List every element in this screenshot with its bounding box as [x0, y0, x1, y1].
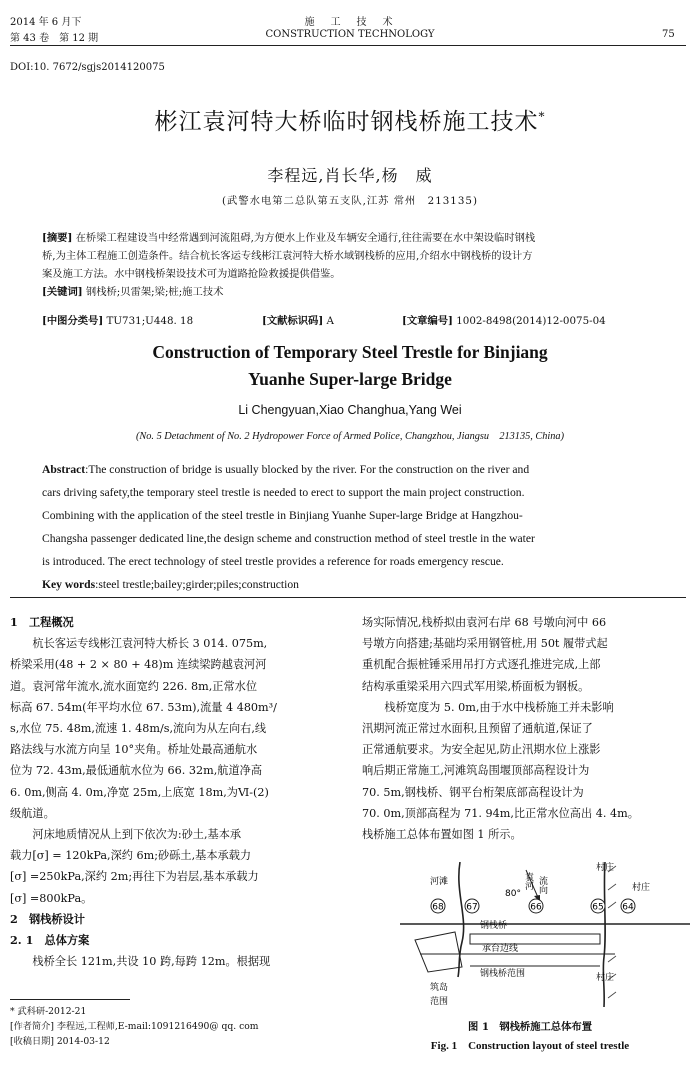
article-number: [文章编号] 1002-8498(2014)12-0075-04: [402, 315, 606, 327]
pier-65: [591, 899, 605, 913]
svg-text:66: 66: [530, 902, 542, 913]
island-outline: [415, 932, 462, 972]
abstract-en: Abstract:The construction of bridge is usually blocked by the river. For the construction on the river and cars driving safety,the temporary steel trestle is needed to erect to support the main project construction. Combining with the application of the steel trestle in Binjiang Yuanhe Super-large Bridge at Hangzhou- Changsha passenger dedicated line,the design scheme and construction method of steel trestle in the water is introduced. The erect technology of steel trestle provides a reference for roads emergency rescue. Key words:steel trestle;bailey;girder;piles;construction: [42, 463, 535, 591]
label-yuanhe: 袁河: [523, 872, 533, 890]
right-column: 场实际情况,栈桥拟由袁河右岸 68 号墩向河中 66 号墩方向搭建;基础均采用钢管桩,用 50t 履带式起 重机配合振桩锤采用吊打方式逐孔推进完成,上部 结构承重梁采用六四式军用梁,桥面板为钢板。 栈桥宽度为 5. 0m,由于水中栈桥施工并未影响 汛期河流正常过水面积,且预留了通航道,保证了 正常通航要求。为安全起见,防止汛期水位上涨影 响后期正常施工,河滩筑岛围堰顶部高程设计为 70. 5m,钢栈桥、钢平台桁架底部高程设计为 70. 0m,顶部高程为 71. 94m,比正常水位高出 4. 4m。 栈桥施工总体布置如图 1 所示。: [362, 616, 639, 842]
abstract-cn: [摘要] 在桥梁工程建设当中经常遇到河流阻碍,为方便水上作业及车辆安全通行,往往需要在水中架设临时钢栈 桥,为主体工程施工创造条件。结合杭长客运专线彬江袁河特大桥水域钢栈桥的应用,介绍水中钢栈桥的设计方 案及施工方法。水中钢栈桥架设技术可为道路抢险救援提供借鉴。 [关键词] 钢栈桥;贝雷架;梁;桩;施工技术: [42, 232, 536, 298]
svg-text:68: 68: [432, 902, 444, 913]
clc: [中图分类号] TU731;U448. 18: [42, 315, 194, 327]
title-en-2: Yuanhe Super-large Bridge: [248, 369, 452, 389]
label-island-1: 筑岛: [430, 983, 449, 993]
affiliation-cn: (武警水电第二总队第五支队,江苏 常州 213135): [222, 195, 478, 207]
header-volume: 第 43 卷 第 12 期: [10, 33, 99, 44]
right-bank-line: [603, 862, 605, 1007]
svg-text:65: 65: [592, 902, 604, 913]
doc-code: [文献标识码] A: [262, 315, 334, 327]
pier-67: [465, 899, 479, 913]
label-island-2: 范围: [430, 997, 449, 1007]
pier-68: [431, 899, 445, 913]
doi: DOI:10. 7672/sgjs2014120075: [10, 62, 165, 73]
title-en-1: Construction of Temporary Steel Trestle for Binjiang: [152, 342, 548, 362]
header-date: 2014 年 6 月下: [10, 17, 82, 28]
header-rule: [10, 45, 686, 46]
footnote-rule: [10, 999, 130, 1000]
figure-1-diagram: [400, 862, 690, 1012]
svg-text:67: 67: [466, 902, 478, 913]
label-river-beach: 河滩: [430, 877, 449, 887]
svg-text:64: 64: [622, 902, 634, 913]
label-trestle: 钢栈桥: [480, 921, 508, 931]
journal-cn: 施 工 技 术: [304, 17, 396, 28]
figure-caption-cn: 图 1 钢栈桥施工总体布置: [467, 1021, 592, 1033]
label-trestle-range: 钢栈桥范围: [480, 969, 526, 979]
trestle-band: [470, 934, 600, 944]
label-village-2: 村庄: [632, 883, 651, 893]
left-column: 1 工程概况 杭长客运专线彬江袁河特大桥长 3 014. 075m, 桥梁采用(48 + 2 × 80 + 48)m 连续梁跨越袁河河 道。袁河常年流水,流水面宽约 226. 8m,正常水位 标高 67. 54m(年平均水位 67. 53m),流量 4 480m³/ s,水位 75. 48m,流速 1. 48m/s,流向为从左向右,线 路法线与水流方向呈 10°夹角。桥址处最高通航水 位为 72. 43m,最低通航水位为 66. 32m,航道净高 6. 0m,侧高 4. 0m,净宽 25m,上底宽 18m,为Ⅵ-(2) 级航道。 河床地质情况从上到下依次为:砂土,基本承 载力[σ] = 120kPa,深约 6m;砂砾土,基本承载力 [σ] =250kPa,深约 2m;再往下为岩层,基本承载力 [σ] =800kPa。 2 钢栈桥设计 2. 1 总体方案 栈桥全长 121m,共设 10 跨,每跨 12m。根据现: [10, 615, 277, 969]
section-rule: [10, 597, 686, 598]
footnotes: * 武科研-2012-21 [作者简介] 李程远,工程师,E-mail:1091216490@ qq. com [收稿日期] 2014-03-12: [10, 1006, 259, 1047]
label-village-3: 村庄: [596, 973, 615, 983]
label-flow: 流向: [537, 876, 547, 894]
authors-cn: 李程远,肖长华,杨 威: [267, 166, 433, 185]
authors-en: Li Chengyuan,Xiao Changhua,Yang Wei: [238, 403, 462, 417]
page-number: 75: [662, 29, 675, 40]
journal-en: CONSTRUCTION TECHNOLOGY: [265, 29, 435, 40]
figure-caption-en: Fig. 1 Construction layout of steel trestle: [430, 1040, 630, 1052]
pier-64: [621, 899, 635, 913]
label-angle: 80°: [505, 889, 521, 899]
label-village-1: 村庄: [596, 863, 615, 873]
affiliation-en: (No. 5 Detachment of No. 2 Hydropower Force of Armed Police, Changzhou, Jiangsu 213135, China): [135, 431, 565, 442]
label-platform-edge: 承台边线: [482, 944, 519, 954]
page-title: 彬江袁河特大桥临时钢栈桥施工技术*: [154, 109, 546, 135]
pier-66: [529, 899, 543, 913]
